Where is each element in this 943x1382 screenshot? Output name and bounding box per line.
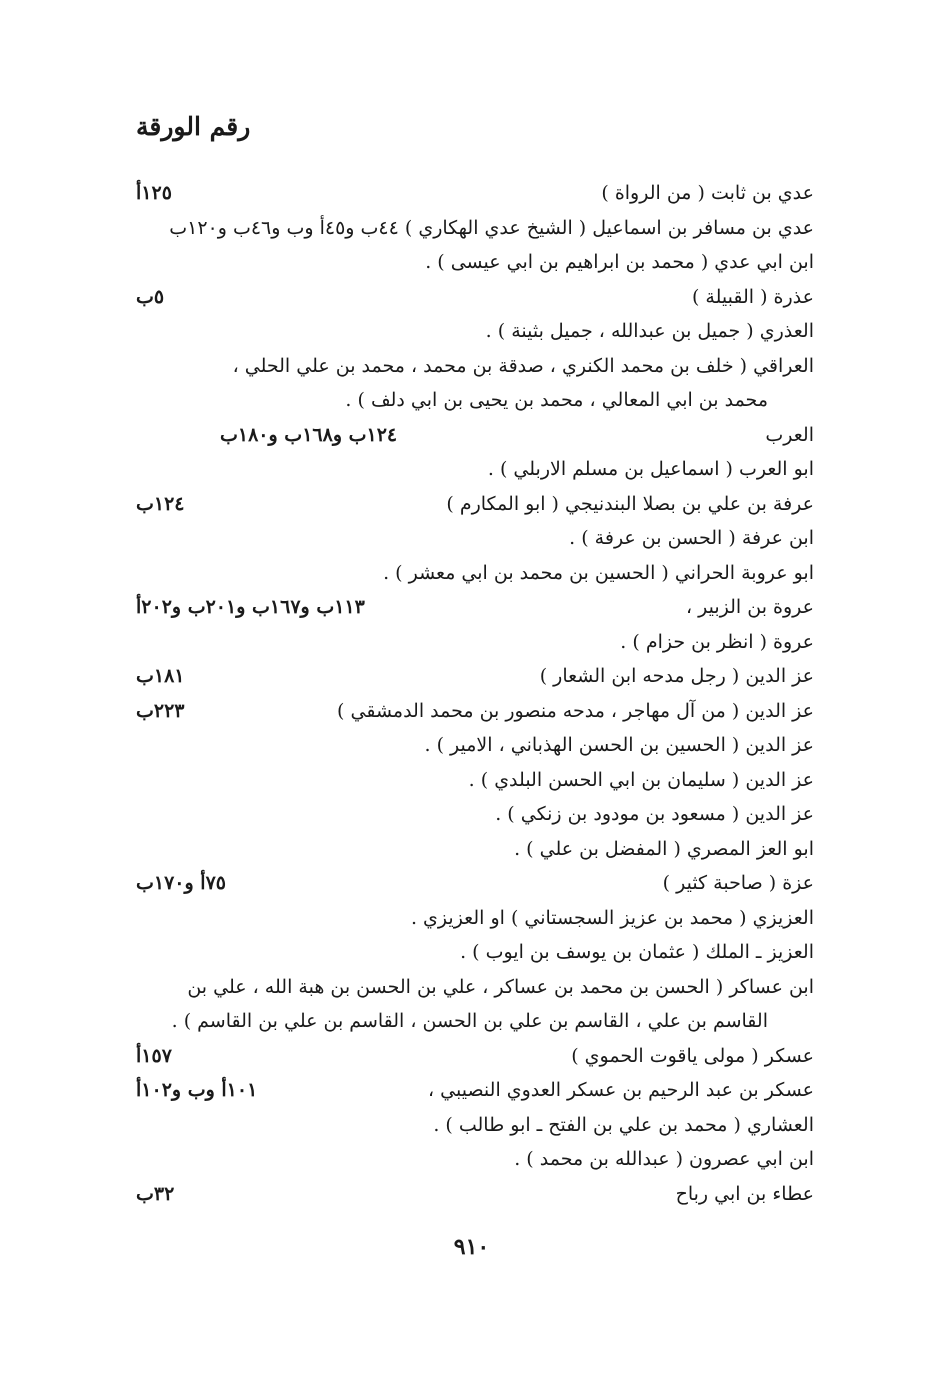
entry-text: عز الدين ( من آل مهاجر ، مدحه منصور بن محمد الدمشقي ) (337, 699, 814, 722)
index-entry (120, 797, 820, 832)
index-entry-continuation (120, 1004, 820, 1039)
index-entry (120, 625, 820, 660)
entry-text: عرفة بن علي بن بصلا البندنيجي ( ابو المكارم ) (446, 492, 814, 515)
entry-text: عز الدين ( رجل مدحه ابن الشعار ) (539, 665, 814, 687)
index-entry (120, 832, 820, 867)
entry-ref: ١٥٧أ (136, 1044, 172, 1067)
entry-ref: ١١٣ب و١٦٧ب و٢٠١ب و٢٠٢أ (136, 596, 365, 618)
entry-text: عسكر بن عبد الرحيم بن عسكر العدوي النصيبي ، (427, 1079, 814, 1101)
entry-ref: ٣٢ب (136, 1182, 175, 1205)
index-entry (120, 521, 820, 556)
index-entry (120, 590, 820, 625)
index-entry (120, 418, 820, 453)
index-entry (120, 1073, 820, 1108)
index-entry (120, 1108, 820, 1143)
index-entry (120, 452, 820, 487)
index-entry (120, 901, 820, 936)
index-entry (120, 1039, 820, 1074)
index-entry (120, 694, 820, 729)
entry-text: عز الدين ( الحسين بن الحسن الهذباني ، الامير ) . (424, 734, 814, 756)
entry-text: عز الدين ( سليمان بن ابي الحسن البلدي ) . (468, 768, 814, 791)
index-entry (120, 935, 820, 970)
entry-text: العشاري ( محمد بن علي بن الفتح ـ ابو طالب ) . (433, 1113, 814, 1136)
entry-text: عسكر ( مولى ياقوت الحموي ) (571, 1044, 814, 1067)
index-entry (120, 280, 820, 315)
entry-text: عروة ( انظر بن حزام ) . (620, 630, 814, 653)
entry-text: العزيزي ( محمد بن عزيز السجستاني ) او العزيزي . (410, 906, 814, 929)
entry-ref: ٥ب (136, 285, 165, 308)
entry-text: ابن عساكر ( الحسن بن محمد بن عساكر ، علي بن الحسن بن هبة الله ، علي بن (187, 975, 814, 998)
entry-text: ابن ابي عصرون ( عبدالله بن محمد ) . (514, 1148, 814, 1170)
index-entry (120, 728, 820, 763)
entry-ref: ١٢٤ب و١٦٨ب و١٨٠ب (220, 423, 398, 446)
index-entry (120, 866, 820, 901)
index-entry (120, 314, 820, 349)
index-entry (120, 245, 820, 280)
entry-text: عذرة ( القبيلة ) (691, 285, 814, 308)
entry-text: القاسم بن علي ، القاسم بن علي بن الحسن ، القاسم بن علي بن القاسم ) . (171, 1010, 768, 1032)
entry-text: ابو العز المصري ( المفضل بن علي ) . (514, 837, 814, 860)
index-entry (120, 659, 820, 694)
entry-text: العذري ( جميل بن عبدالله ، جميل بثينة ) . (485, 320, 814, 342)
index-entry (120, 556, 820, 591)
entry-text: عطاء بن ابي رباح (675, 1182, 814, 1205)
entry-text: ابو العرب ( اسماعيل بن مسلم الاربلي ) . (487, 458, 814, 480)
entry-text: ابو عروبة الحراني ( الحسين بن محمد بن ابي معشر ) . (383, 561, 814, 584)
index-entry (120, 763, 820, 798)
entry-text: ابن عرفة ( الحسن بن عرفة ) . (569, 527, 814, 549)
index-entries (120, 176, 820, 1211)
entry-ref: ١٠١أ وب و١٠٢أ (136, 1079, 258, 1101)
index-entry (120, 176, 820, 211)
index-entry (120, 970, 820, 1005)
entry-ref: ٢٢٣ب (136, 699, 185, 722)
entry-text: عزة ( صاحبة كثير ) (662, 872, 814, 894)
index-entry (120, 349, 820, 384)
index-entry (120, 211, 820, 246)
index-entry (120, 487, 820, 522)
entry-text: عروة بن الزبير ، (685, 596, 814, 618)
entry-text: العرب (765, 423, 814, 446)
index-entry (120, 1142, 820, 1177)
entry-ref: ١٢٤ب (136, 492, 185, 515)
index-entry (120, 1177, 820, 1212)
entry-text: عدي بن مسافر بن اسماعيل ( الشيخ عدي الهكاري ) ٤٤ب و٤٥أ وب و٤٦ب و١٢٠ب (169, 216, 814, 239)
index-entry-continuation (120, 383, 820, 418)
entry-text: العزيز ـ الملك ( عثمان بن يوسف بن ايوب ) . (460, 941, 814, 963)
entry-ref: ١٢٥أ (136, 182, 172, 204)
page-number: ٩١٠ (453, 1234, 490, 1260)
page-header-title: رقم الورقة (136, 112, 251, 141)
entry-text: ابن ابي عدي ( محمد بن ابراهيم بن ابي عيسى ) . (425, 251, 814, 273)
entry-text: عدي بن ثابت ( من الرواة ) (601, 182, 814, 204)
entry-text: محمد بن ابي المعالي ، محمد بن يحيى بن ابي دلف ) . (345, 389, 768, 411)
entry-ref: ١٨١ب (136, 665, 185, 687)
entry-ref: ٧٥أ و١٧٠ب (136, 872, 227, 894)
entry-text: عز الدين ( مسعود بن مودود بن زنكي ) . (495, 803, 814, 825)
entry-text: العراقي ( خلف بن محمد الكنري ، صدقة بن محمد ، محمد بن علي الحلي ، (232, 354, 814, 377)
